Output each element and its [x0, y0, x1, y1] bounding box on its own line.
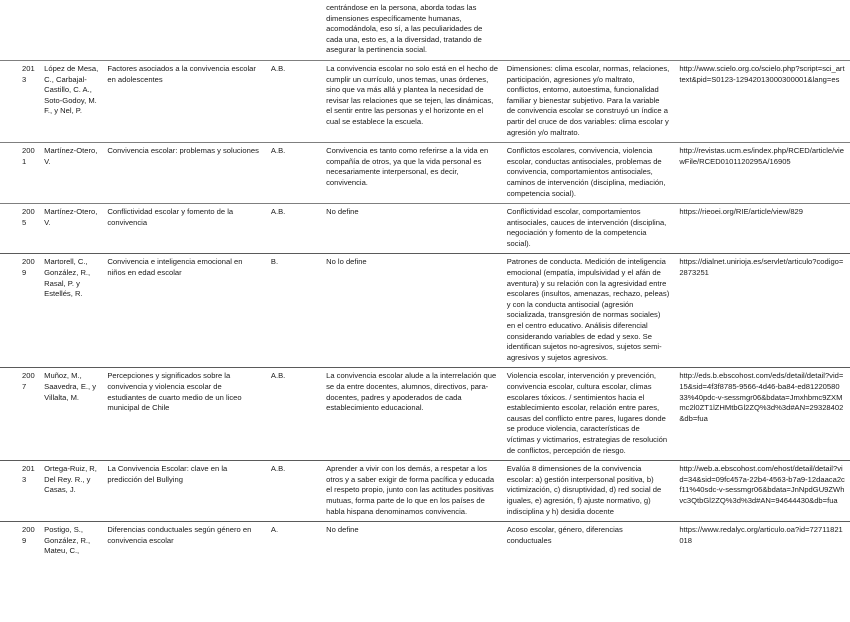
cell-authors: López de Mesa, C., Carbajal-Castillo, C. A., Soto-Godoy, M. F., y Nel, P.: [40, 60, 103, 142]
cell-year: 2013: [0, 461, 40, 522]
cell-type: B.: [267, 254, 323, 368]
cell-url[interactable]: [674, 368, 850, 461]
table-row: [0, 143, 850, 204]
cell-year: 2005: [0, 204, 40, 254]
cell-url[interactable]: [674, 461, 850, 522]
cell-type: A.B.: [267, 143, 323, 204]
url-link[interactable]: http://eds.b.ebscohost.com/eds/detail/detail?vid=15&sid=4f3f8785-9566-4d46-ba84-ed81220580 33%40pdc-v-sessmgr06&bdata=Jmxhbmc9ZXMmc2l0ZT1lZHMtbGl2ZQ%3d%3d#AN=29328402&db=fua: [679, 371, 844, 423]
cell-type: A.B.: [267, 461, 323, 522]
cell-url[interactable]: [674, 60, 850, 142]
table-row: [0, 254, 850, 368]
cell-url[interactable]: [674, 254, 850, 368]
table-row: [0, 522, 850, 561]
cell-year: 2009: [0, 522, 40, 561]
cell-year: [0, 0, 40, 60]
cell-title: [103, 0, 267, 60]
cell-type: A.B.: [267, 204, 323, 254]
cell-categories: [504, 0, 675, 60]
cell-type: A.B.: [267, 368, 323, 461]
cell-year: 2009: [0, 254, 40, 368]
cell-url[interactable]: [674, 204, 850, 254]
cell-authors: Martorell, C., González, R., Rasal, P. y Estellés, R.: [40, 254, 103, 368]
table-row: [0, 368, 850, 461]
cell-categories: Violencia escolar, intervención y prevención, convivencia escolar, cultura escolar, climas escolares tóxicos. / sentimientos hacia el establecimiento escolar, relación entre pares, causas del conflicto entre pares, lugares donde se produce violencia, características de víctimas y victimarios, estrategias de resolución de conflictos, percepción de riesgo.: [504, 368, 675, 461]
cell-definition: Aprender a vivir con los demás, a respetar a los otros y a saber exigir de forma pacífica y educada el respeto propio, junto con las actitudes positivas mutuas, forma parte de lo que en los países de habla hispana denominamos convivencia.: [323, 461, 504, 522]
cell-type: A.: [267, 522, 323, 561]
cell-categories: Patrones de conducta. Medición de inteligencia emocional (empatía, impulsividad y el afán de aventura) y su relación con la agresividad entre escolares (insultos, amenazas, rechazo, peleas) y con la conducta antisocial (agresión socializada, transgresión de normas sociales) en el centro educativo. Análisis diferencial considerando variables de edad y sexo. Se identifican sujetos no-agresivos, sujetos semi-agresivos y sujetos agresivos.: [504, 254, 675, 368]
cell-title: Convivencia escolar: problemas y soluciones: [103, 143, 267, 204]
cell-definition: No define: [323, 204, 504, 254]
cell-title: Percepciones y significados sobre la convivencia y violencia escolar de estudiantes de cuarto medio de un liceo municipal de Chile: [103, 368, 267, 461]
cell-authors: Ortega-Ruiz, R, Del Rey. R., y Casas, J.: [40, 461, 103, 522]
url-link[interactable]: https://dialnet.unirioja.es/servlet/articulo?codigo=2873251: [679, 257, 844, 278]
cell-authors: [40, 0, 103, 60]
cell-authors: Muñoz, M., Saavedra, E., y Villalta, M.: [40, 368, 103, 461]
cell-categories: Evalúa 8 dimensiones de la convivencia escolar: a) gestión interpersonal positiva, b) victimización, c) disruptividad, d) red social de iguales, e) agresión, f) ajuste normativo, g) indisciplina y h) desidia docente: [504, 461, 675, 522]
url-link[interactable]: https://www.redalyc.org/articulo.oa?id=72711821018: [679, 525, 843, 545]
url-link[interactable]: http://web.a.ebscohost.com/ehost/detail/detail?vid=34&sid=09fc457a-22b4-4563-b7a9-12daaca2cf11%40sdc-v-sessmgr06&bdata=JnNpdGU9ZWhvc3QtbGl2ZQ%3d%3d#AN=94644430&db=fua: [679, 464, 845, 505]
cell-authors: Postigo, S., González, R., Mateu, C.,: [40, 522, 103, 561]
cell-url[interactable]: [674, 143, 850, 204]
cell-definition: No define: [323, 522, 504, 561]
cell-title: Diferencias conductuales según género en convivencia escolar: [103, 522, 267, 561]
cell-url[interactable]: [674, 0, 850, 60]
cell-type: [267, 0, 323, 60]
url-link[interactable]: https://rieoei.org/RIE/article/view/829: [679, 207, 803, 217]
cell-authors: Martínez-Otero, V.: [40, 204, 103, 254]
cell-year: 2001: [0, 143, 40, 204]
cell-categories: Conflictividad escolar, comportamientos antisociales, cauces de intervención (disciplina, negociación y fomento de la competencia social).: [504, 204, 675, 254]
url-link[interactable]: http://revistas.ucm.es/index.php/RCED/article/viewFile/RCED0101120295A/16905: [679, 146, 844, 166]
cell-title: Convivencia e inteligencia emocional en niños en edad escolar: [103, 254, 267, 368]
table-row: [0, 204, 850, 254]
cell-categories: Acoso escolar, género, diferencias conductuales: [504, 522, 675, 561]
cell-url[interactable]: [674, 522, 850, 561]
cell-categories: Dimensiones: clima escolar, normas, relaciones, participación, agresiones y/o maltrato, conflictos, entorno, autoestima, funcionalidad familiar y bienestar subjetivo. Para la variable de convivencia escolar se construyó un índice a partir del cruce de dos variables: clima escolar y agresión y/o maltrato.: [504, 60, 675, 142]
cell-definition: La convivencia escolar alude a la interrelación que se da entre docentes, alumnos, directivos, para-docentes, padres y apoderados de cada establecimiento educacional.: [323, 368, 504, 461]
cell-categories: Conflictos escolares, convivencia, violencia escolar, conductas antisociales, problemas de convivencia, comportamientos antisociales, caminos de intervención (disciplina, mediación, competencia social).: [504, 143, 675, 204]
cell-definition: Convivencia es tanto como referirse a la vida en compañía de otros, ya que la vida personal es necesariamente interpersonal, es decir, convivencia.: [323, 143, 504, 204]
cell-title: La Convivencia Escolar: clave en la predicción del Bullying: [103, 461, 267, 522]
table-row: [0, 461, 850, 522]
cell-authors: Martínez-Otero, V.: [40, 143, 103, 204]
cell-title: Factores asociados a la convivencia escolar en adolescentes: [103, 60, 267, 142]
cell-type: A.B.: [267, 60, 323, 142]
cell-definition: No lo define: [323, 254, 504, 368]
table-row: [0, 60, 850, 142]
cell-definition: centrándose en la persona, aborda todas las dimensiones específicamente humanas, acomodándola, eso sí, a las peculiaridades de cada una, esto es, a la diversidad, tratando de asegurar la pertinencia social.: [326, 3, 483, 55]
cell-year: 2013: [0, 60, 40, 142]
url-link[interactable]: http://www.scielo.org.co/scielo.php?script=sci_arttext&pid=S0123-12942013000300001&lang=es: [679, 63, 845, 84]
cell-definition: La convivencia escolar no solo está en el hecho de cumplir un currículo, unos temas, unas órdenes, sino que va más allá y plantea la necesidad de revisar las relaciones que se tejen, las dinámicas, el sentir entre las personas y el horizonte en el cual se establece la escuela.: [323, 60, 504, 142]
cell-year: 2007: [0, 368, 40, 461]
cell-title: Conflictividad escolar y fomento de la convivencia: [103, 204, 267, 254]
table-row: [0, 0, 850, 60]
